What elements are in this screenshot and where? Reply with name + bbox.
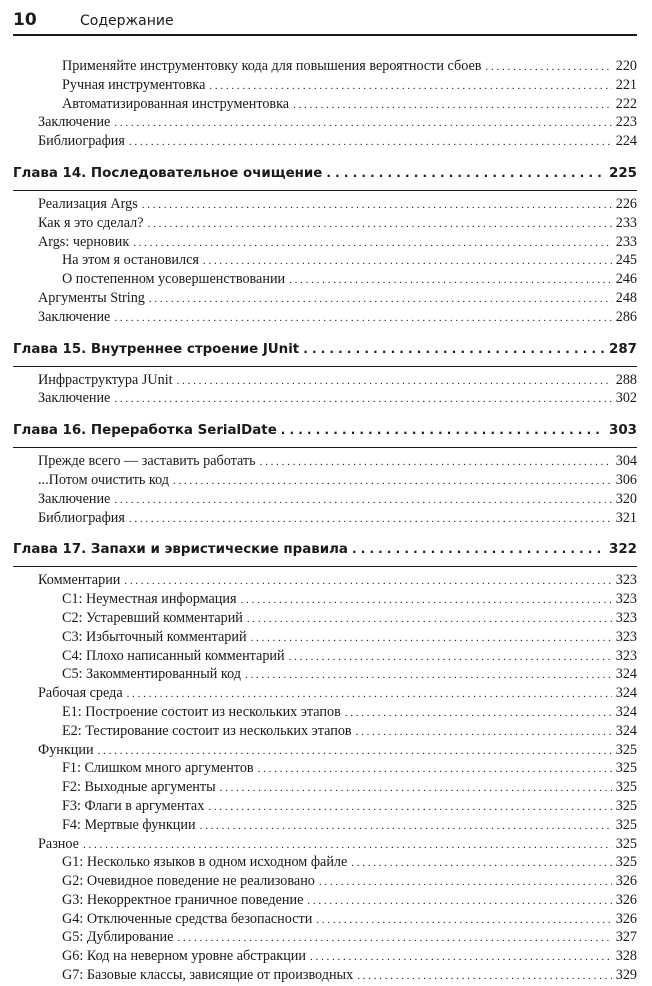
toc-entry-title: C1: Неуместная информация: [62, 591, 237, 608]
dot-leader: [177, 932, 611, 944]
toc-entry: [13, 453, 637, 472]
toc-page-number: 325: [615, 797, 637, 814]
dot-leader: [247, 613, 612, 625]
toc-page-number: 246: [615, 271, 637, 288]
dot-leader: [83, 839, 612, 851]
toc-entry-title: Как я это сделал?: [38, 214, 144, 231]
dot-leader: [319, 876, 612, 888]
toc-chapter-heading: [13, 423, 637, 448]
dot-leader: [310, 951, 612, 963]
toc-entry-title: F4: Мертвые функции: [62, 816, 196, 833]
toc-entry-title: G2: Очевидное поведение не реализовано: [62, 873, 315, 890]
toc-entry-title: Глава 16. Переработка SerialDate: [13, 423, 277, 439]
dot-leader: [289, 651, 612, 663]
toc-subentry: [13, 704, 637, 723]
toc-page-number: 326: [615, 910, 637, 927]
toc-page-number: 326: [615, 873, 637, 890]
toc-entry-title: Аргументы String: [38, 289, 145, 306]
dot-leader: [127, 688, 612, 700]
toc-entry: [13, 290, 637, 309]
toc-entry-title: Рабочая среда: [38, 685, 123, 702]
toc-page-number: 324: [615, 722, 637, 739]
table-of-contents: [13, 58, 637, 986]
toc-entry-title: Библиография: [38, 509, 125, 526]
dot-leader: [293, 99, 612, 111]
toc-page-number: 223: [615, 114, 637, 131]
toc-subentry: [13, 948, 637, 967]
toc-page-number: 324: [615, 685, 637, 702]
toc-entry-title: ...Потом очистить код: [38, 471, 169, 488]
dot-leader: [245, 669, 612, 681]
toc-page-number: 327: [615, 929, 637, 946]
toc-page-number: 325: [615, 816, 637, 833]
dot-leader: [260, 456, 612, 468]
toc-page-number: 221: [615, 76, 637, 93]
toc-page-number: 325: [615, 854, 637, 871]
dot-leader: [129, 513, 612, 525]
toc-entry-title: Автоматизированная инструментовка: [62, 95, 290, 112]
toc-entry-title: Глава 15. Внутреннее строение JUnit: [13, 341, 300, 357]
toc-subentry: [13, 271, 637, 290]
toc-page-number: 233: [615, 214, 637, 231]
toc-entry: [13, 234, 637, 253]
toc-page-number: 325: [615, 741, 637, 758]
toc-subentry: [13, 252, 637, 271]
toc-entry: [13, 390, 637, 409]
dot-leader: [114, 312, 611, 324]
toc-entry: [13, 196, 637, 215]
dot-leader: [149, 293, 612, 305]
toc-entry-title: G4: Отключенные средства безопасности: [62, 910, 313, 927]
toc-entry-title: C5: Закомментированный код: [62, 666, 242, 683]
toc-page-number: 248: [615, 289, 637, 306]
toc-entry-title: Args: черновик: [38, 233, 130, 250]
toc-entry-title: F3: Флаги в аргументах: [62, 797, 205, 814]
toc-page-number: 233: [615, 233, 637, 250]
toc-subentry: [13, 873, 637, 892]
toc-subentry: [13, 629, 637, 648]
toc-page-number: 329: [615, 967, 637, 984]
dot-leader: [303, 342, 605, 356]
toc-subentry: [13, 779, 637, 798]
dot-leader: [114, 393, 611, 405]
toc-entry-title: E2: Тестирование состоит из нескольких этапов: [62, 722, 352, 739]
toc-subentry: [13, 798, 637, 817]
toc-page-number: 303: [609, 423, 637, 439]
toc-entry-title: Комментарии: [38, 572, 121, 589]
dot-leader: [208, 801, 611, 813]
toc-entry-title: Реализация Args: [38, 195, 138, 212]
toc-page-number: 328: [615, 948, 637, 965]
dot-leader: [240, 594, 611, 606]
toc-entry: [13, 491, 637, 510]
toc-entry: [13, 836, 637, 855]
toc-page-number: 304: [615, 453, 637, 470]
toc-page-number: 323: [615, 591, 637, 608]
toc-entry-title: G6: Код на неверном уровне абстракции: [62, 948, 306, 965]
toc-page-number: 326: [615, 891, 637, 908]
toc-subentry: [13, 610, 637, 629]
toc-page-number: 325: [615, 835, 637, 852]
dot-leader: [352, 542, 605, 556]
toc-entry-title: Заключение: [38, 490, 111, 507]
toc-subentry: [13, 892, 637, 911]
toc-subentry: [13, 666, 637, 685]
toc-entry: [13, 309, 637, 328]
toc-entry: [13, 133, 637, 152]
toc-entry-title: C2: Устаревший комментарий: [62, 609, 243, 626]
toc-page-number: 323: [615, 647, 637, 664]
dot-leader: [326, 166, 605, 180]
toc-subentry: [13, 96, 637, 115]
toc-subentry: [13, 760, 637, 779]
dot-leader: [251, 632, 612, 644]
toc-subentry: [13, 817, 637, 836]
dot-leader: [124, 575, 611, 587]
toc-entry: [13, 114, 637, 133]
dot-leader: [258, 763, 612, 775]
toc-chapter-heading: [13, 542, 637, 567]
running-title: Содержание: [80, 13, 174, 29]
dot-leader: [351, 857, 611, 869]
toc-subentry: [13, 911, 637, 930]
toc-page-number: 287: [609, 341, 637, 357]
toc-entry-title: О постепенном усовершенствовании: [62, 271, 286, 288]
toc-page-number: 325: [615, 779, 637, 796]
toc-subentry: [13, 648, 637, 667]
toc-subentry: [13, 929, 637, 948]
toc-subentry: [13, 723, 637, 742]
toc-entry-title: G5: Дублирование: [62, 929, 174, 946]
dot-leader: [356, 726, 612, 738]
toc-page-number: 222: [615, 95, 637, 112]
dot-leader: [129, 136, 612, 148]
toc-entry-title: Глава 14. Последовательное очищение: [13, 165, 323, 181]
dot-leader: [307, 895, 611, 907]
dot-leader: [173, 475, 612, 487]
toc-chapter-heading: [13, 166, 637, 191]
toc-entry-title: C4: Плохо написанный комментарий: [62, 647, 285, 664]
toc-entry-title: Разное: [38, 835, 79, 852]
toc-page-number: 245: [615, 252, 637, 269]
toc-entry-title: F2: Выходные аргументы: [62, 779, 216, 796]
toc-subentry: [13, 58, 637, 77]
toc-entry-title: C3: Избыточный комментарий: [62, 628, 247, 645]
toc-page-number: 323: [615, 572, 637, 589]
toc-entry-title: Глава 17. Запахи и эвристические правила: [13, 542, 348, 558]
dot-leader: [345, 707, 612, 719]
dot-leader: [98, 745, 612, 757]
toc-entry-title: G1: Несколько языков в одном исходном файле: [62, 854, 348, 871]
toc-entry-title: Применяйте инструментовку кода для повышения вероятности сбоев: [62, 58, 482, 74]
toc-page-number: 324: [615, 703, 637, 720]
toc-page-number: 288: [615, 371, 637, 388]
section-gap: [13, 528, 637, 542]
toc-entry-title: Ручная инструментовка: [62, 76, 206, 93]
toc-entry-title: G7: Базовые классы, зависящие от производных: [62, 967, 354, 984]
toc-page-number: 322: [609, 542, 637, 558]
toc-entry: [13, 215, 637, 234]
dot-leader: [200, 820, 612, 832]
toc-page-number: 302: [615, 390, 637, 407]
dot-leader: [281, 423, 605, 437]
toc-entry-title: G3: Некорректное граничное поведение: [62, 891, 304, 908]
toc-page-number: 321: [615, 509, 637, 526]
toc-page-number: 320: [615, 490, 637, 507]
toc-entry: [13, 510, 637, 529]
dot-leader: [220, 782, 612, 794]
dot-leader: [133, 237, 612, 249]
dot-leader: [289, 274, 612, 286]
section-gap: [13, 152, 637, 166]
toc-entry: [13, 685, 637, 704]
toc-entry: [13, 572, 637, 591]
toc-entry-title: F1: Слишком много аргументов: [62, 760, 254, 777]
toc-chapter-heading: [13, 342, 637, 367]
toc-entry: [13, 472, 637, 491]
dot-leader: [357, 970, 612, 982]
toc-page-number: 323: [615, 609, 637, 626]
toc-entry-title: Функции: [38, 741, 94, 758]
dot-leader: [142, 199, 612, 211]
toc-page-number: 226: [615, 195, 637, 212]
toc-page-number: 220: [615, 58, 637, 74]
dot-leader: [209, 80, 611, 92]
dot-leader: [486, 61, 612, 73]
toc-entry-title: Заключение: [38, 114, 111, 131]
toc-entry-title: E1: Построение состоит из нескольких этапов: [62, 703, 341, 720]
toc-entry-title: Инфраструктура JUnit: [38, 371, 173, 388]
toc-entry: [13, 372, 637, 391]
toc-subentry: [13, 854, 637, 873]
toc-subentry: [13, 591, 637, 610]
toc-page-number: 225: [609, 165, 637, 181]
toc-entry-title: Библиография: [38, 133, 125, 150]
dot-leader: [177, 375, 612, 387]
toc-page-number: 224: [615, 133, 637, 150]
toc-entry-title: Заключение: [38, 390, 111, 407]
dot-leader: [148, 218, 612, 230]
page-number: 10: [13, 10, 37, 30]
toc-page-number: 286: [615, 308, 637, 325]
toc-entry: [13, 742, 637, 761]
dot-leader: [203, 255, 612, 267]
dot-leader: [114, 117, 611, 129]
toc-page-number: 323: [615, 628, 637, 645]
section-gap: [13, 409, 637, 423]
dot-leader: [114, 494, 611, 506]
toc-subentry: [13, 77, 637, 96]
toc-page-number: 325: [615, 760, 637, 777]
page-header: [13, 8, 637, 36]
toc-page-number: 306: [615, 471, 637, 488]
toc-entry-title: Прежде всего — заставить работать: [38, 453, 256, 470]
toc-subentry: [13, 967, 637, 986]
toc-page-number: 324: [615, 666, 637, 683]
toc-entry-title: Заключение: [38, 308, 111, 325]
dot-leader: [316, 914, 611, 926]
toc-entry-title: На этом я остановился: [62, 252, 199, 269]
section-gap: [13, 328, 637, 342]
